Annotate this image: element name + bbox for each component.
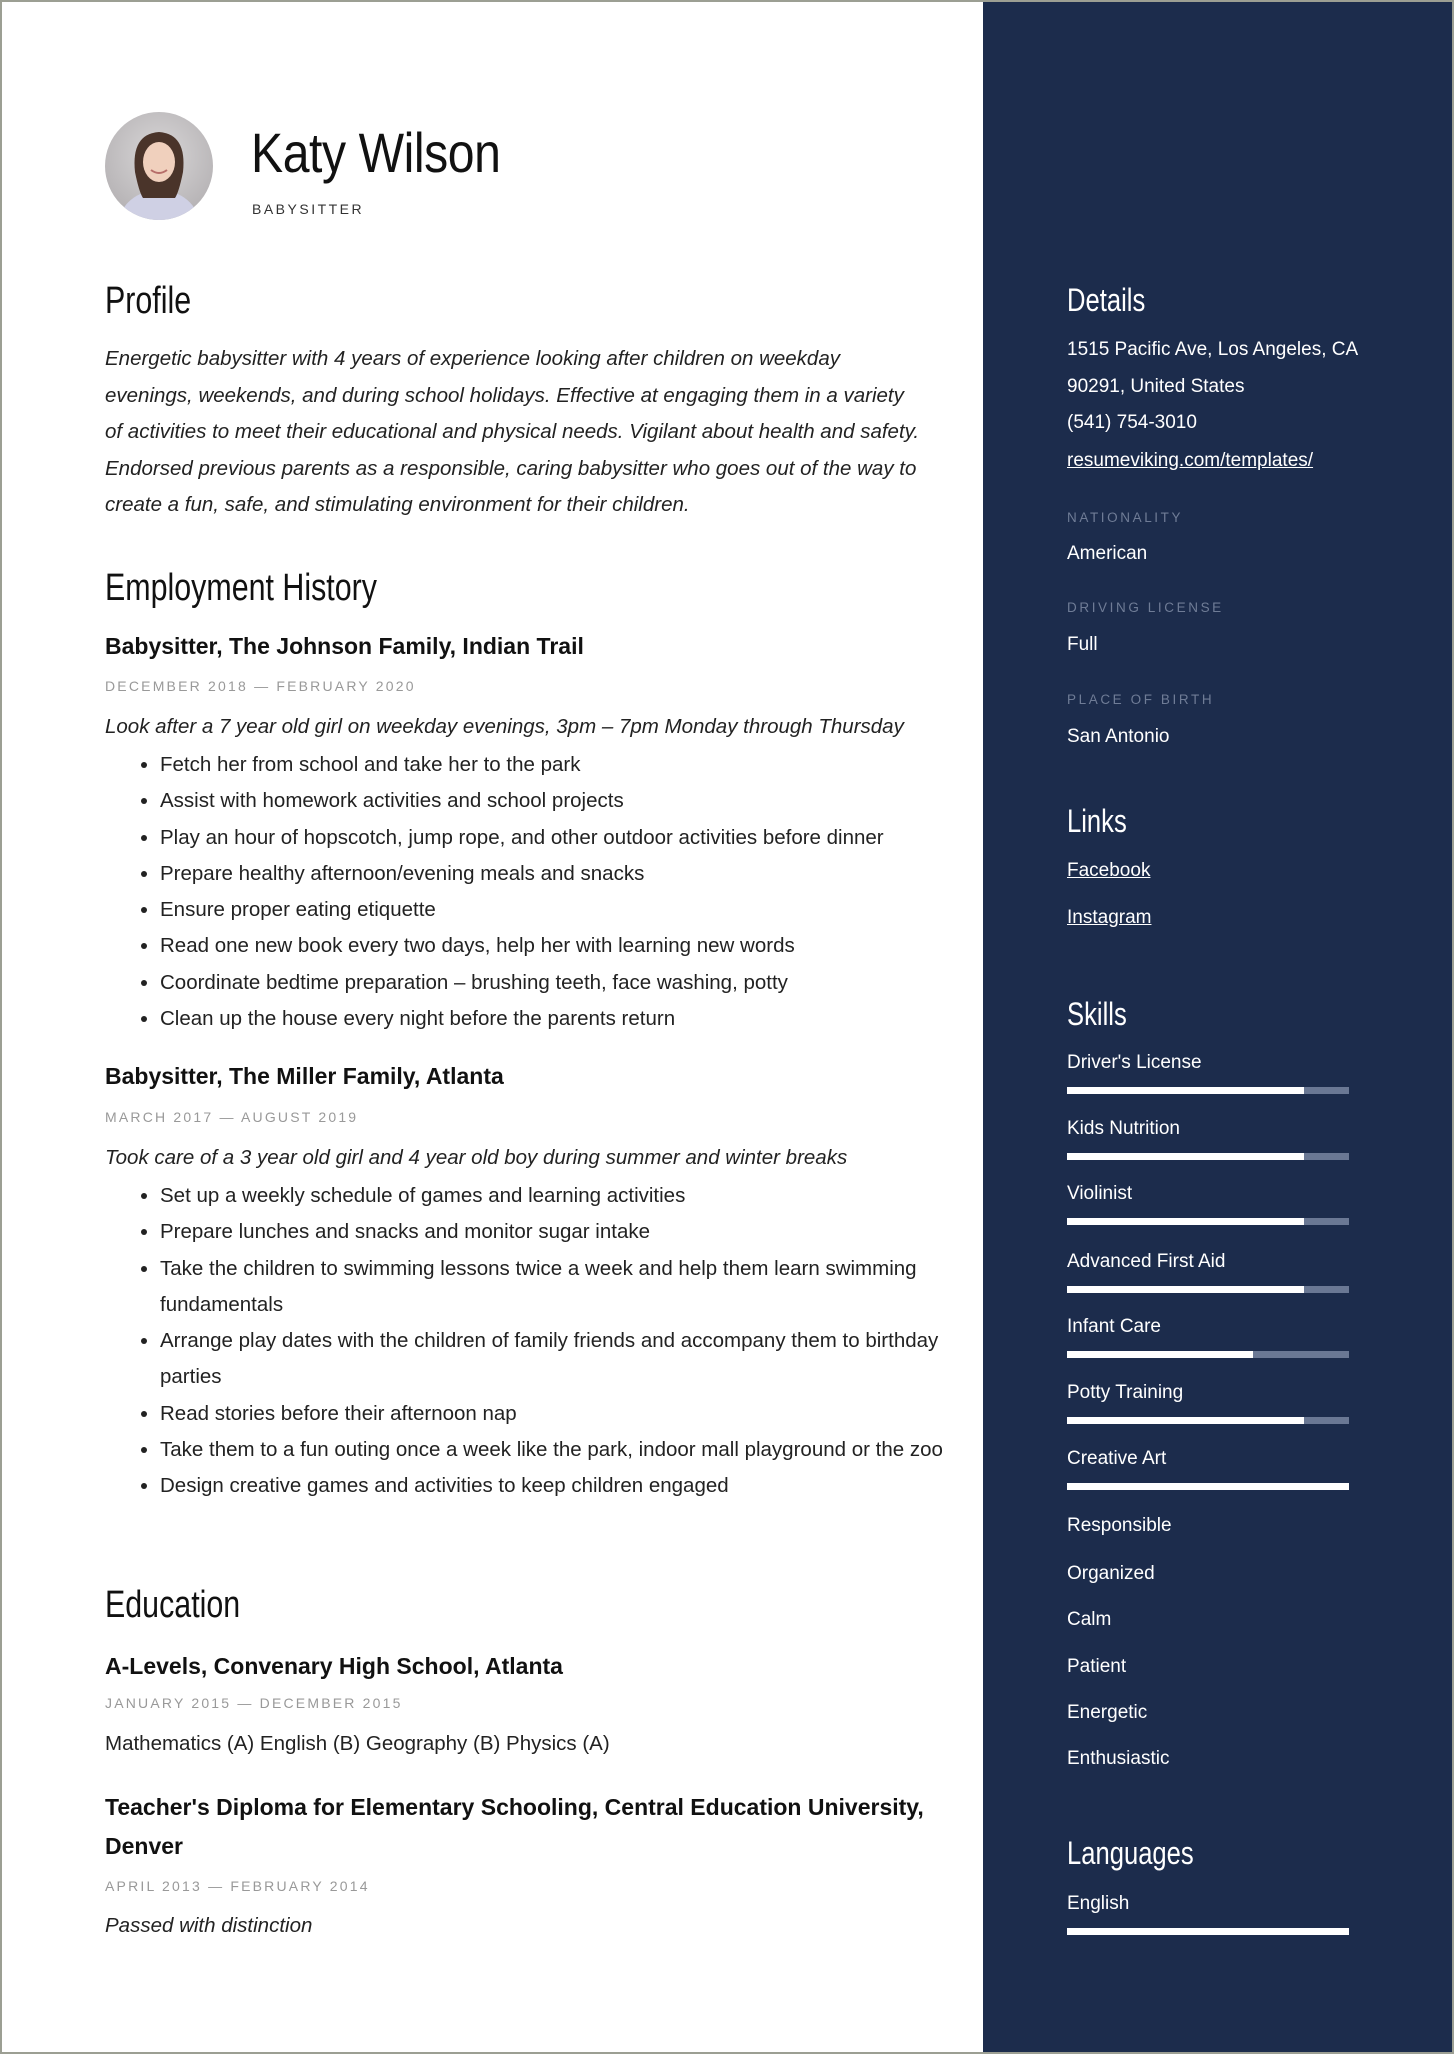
- skill-level-bar: [1067, 1417, 1349, 1424]
- skill-level-fill: [1067, 1417, 1304, 1424]
- list-item: • Prepare lunches and snacks and monitor sugar intake: [160, 1214, 980, 1250]
- candidate-name: Katy Wilson: [251, 121, 501, 184]
- phone-number: (541) 754-3010: [1067, 412, 1197, 433]
- education-description: Mathematics (A) English (B) Geography (B) Physics (A): [105, 1732, 610, 1755]
- education-title: Teacher's Diploma for Elementary Schooling, Central Education University, Denver: [105, 1794, 924, 1859]
- skill-item: [1067, 1382, 1349, 1404]
- job-title: Babysitter, The Johnson Family, Indian Trail: [105, 633, 584, 659]
- skill-name: Driver's License: [1067, 1052, 1202, 1073]
- skill-level-fill: [1067, 1218, 1304, 1225]
- list-item: • Set up a weekly schedule of games and learning activities: [160, 1178, 980, 1214]
- skill-item: Calm: [1067, 1609, 1112, 1630]
- list-item: • Coordinate bedtime preparation – brushing teeth, face washing, potty: [160, 965, 980, 1001]
- job-dates: MARCH 2017 — AUGUST 2019: [105, 1109, 359, 1125]
- skill-level-fill: [1067, 1351, 1253, 1358]
- address-line-1: 1515 Pacific Ave, Los Angeles, CA: [1067, 339, 1359, 360]
- skill-item: [1067, 1118, 1349, 1140]
- employment-heading: Employment History: [105, 567, 377, 609]
- list-item: • Ensure proper eating etiquette: [160, 892, 980, 928]
- instagram-link[interactable]: Instagram: [1067, 907, 1152, 928]
- list-item: • Assist with homework activities and school projects: [160, 783, 980, 819]
- skill-level-fill: [1067, 1087, 1304, 1094]
- list-item: • Read stories before their afternoon nap: [160, 1396, 980, 1432]
- portrait-photo-icon: [105, 112, 213, 220]
- driving-license-value: Full: [1067, 634, 1098, 655]
- skill-name: Kids Nutrition: [1067, 1118, 1180, 1139]
- skill-level-bar: [1067, 1087, 1349, 1094]
- skill-name: Infant Care: [1067, 1316, 1161, 1337]
- skill-item: [1067, 1316, 1349, 1338]
- place-of-birth-label: PLACE OF BIRTH: [1067, 692, 1215, 707]
- skill-name: Creative Art: [1067, 1448, 1167, 1469]
- sidebar: [983, 2, 1452, 2052]
- languages-heading: Languages: [1067, 1835, 1194, 1871]
- facebook-link[interactable]: Facebook: [1067, 860, 1151, 881]
- resume-page: [2, 2, 1452, 2052]
- education-title: A-Levels, Convenary High School, Atlanta: [105, 1653, 563, 1679]
- language-item: [1067, 1893, 1349, 1915]
- profile-heading: Profile: [105, 280, 192, 322]
- skill-level-fill: [1067, 1153, 1304, 1160]
- links-heading: Links: [1067, 803, 1127, 839]
- job-title: Babysitter, The Miller Family, Atlanta: [105, 1063, 504, 1089]
- list-item: • Take the children to swimming lessons twice a week and help them learn swimming fundamentals: [160, 1251, 980, 1324]
- place-of-birth-value: San Antonio: [1067, 726, 1170, 747]
- skill-level-bar: [1067, 1286, 1349, 1293]
- job-dates: DECEMBER 2018 — FEBRUARY 2020: [105, 678, 416, 694]
- list-item: • Clean up the house every night before the parents return: [160, 1001, 980, 1037]
- skill-item: Patient: [1067, 1656, 1127, 1677]
- skill-level-bar: [1067, 1351, 1349, 1358]
- list-item: • Fetch her from school and take her to the park: [160, 747, 980, 783]
- skills-heading: Skills: [1067, 996, 1127, 1032]
- language-level-bar: [1067, 1928, 1349, 1935]
- skill-level-fill: [1067, 1483, 1349, 1490]
- address-line-2: 90291, United States: [1067, 376, 1245, 397]
- education-dates: JANUARY 2015 — DECEMBER 2015: [105, 1695, 403, 1711]
- driving-license-label: DRIVING LICENSE: [1067, 600, 1224, 615]
- skill-item: [1067, 1251, 1349, 1273]
- skill-item: Energetic: [1067, 1702, 1148, 1723]
- skill-item: Organized: [1067, 1563, 1155, 1584]
- list-item: • Prepare healthy afternoon/evening meals and snacks: [160, 856, 980, 892]
- details-heading: Details: [1067, 282, 1146, 318]
- language-level-fill: [1067, 1928, 1349, 1935]
- job-bullets: [105, 1178, 980, 1505]
- list-item: • Design creative games and activities to keep children engaged: [160, 1468, 980, 1504]
- candidate-job-title: BABYSITTER: [252, 201, 365, 217]
- job-bullets: [105, 747, 980, 1037]
- job-summary: Took care of a 3 year old girl and 4 year old boy during summer and winter breaks: [105, 1146, 848, 1169]
- avatar: [105, 112, 213, 220]
- nationality-label: NATIONALITY: [1067, 510, 1184, 525]
- list-item: • Take them to a fun outing once a week like the park, indoor mall playground or the zoo: [160, 1432, 980, 1468]
- website-link[interactable]: resumeviking.com/templates/: [1067, 450, 1314, 471]
- job-summary: Look after a 7 year old girl on weekday evenings, 3pm – 7pm Monday through Thursday: [105, 715, 904, 738]
- profile-text: Energetic babysitter with 4 years of experience looking after children on weekday evenings, weekends, and during school holidays. Effective at engaging them in a variety of activities to meet their educational and physical needs. Vigilant about health and safety. Endorsed previous parents as a responsible, caring babysitter who goes out of the way to create a fun, safe, and stimulating environment for their children.: [105, 347, 920, 516]
- skill-name: Potty Training: [1067, 1382, 1184, 1403]
- skill-level-fill: [1067, 1286, 1304, 1293]
- list-item: • Read one new book every two days, help her with learning new words: [160, 928, 980, 964]
- skill-item: [1067, 1183, 1349, 1205]
- skill-item: Enthusiastic: [1067, 1748, 1170, 1769]
- list-item: • Arrange play dates with the children of family friends and accompany them to birthday parties: [160, 1323, 980, 1396]
- skill-item: Responsible: [1067, 1515, 1172, 1536]
- education-heading: Education: [105, 1584, 241, 1626]
- language-name: English: [1067, 1893, 1130, 1914]
- skill-item: [1067, 1448, 1349, 1470]
- skill-name: Advanced First Aid: [1067, 1251, 1226, 1272]
- skill-level-bar: [1067, 1483, 1349, 1490]
- list-item: • Play an hour of hopscotch, jump rope, and other outdoor activities before dinner: [160, 820, 980, 856]
- education-description: Passed with distinction: [105, 1914, 313, 1937]
- skill-item: [1067, 1052, 1349, 1074]
- skill-level-bar: [1067, 1153, 1349, 1160]
- education-dates: APRIL 2013 — FEBRUARY 2014: [105, 1878, 370, 1894]
- skill-level-bar: [1067, 1218, 1349, 1225]
- nationality-value: American: [1067, 543, 1148, 564]
- skill-name: Violinist: [1067, 1183, 1133, 1204]
- main-column: [2, 2, 983, 2052]
